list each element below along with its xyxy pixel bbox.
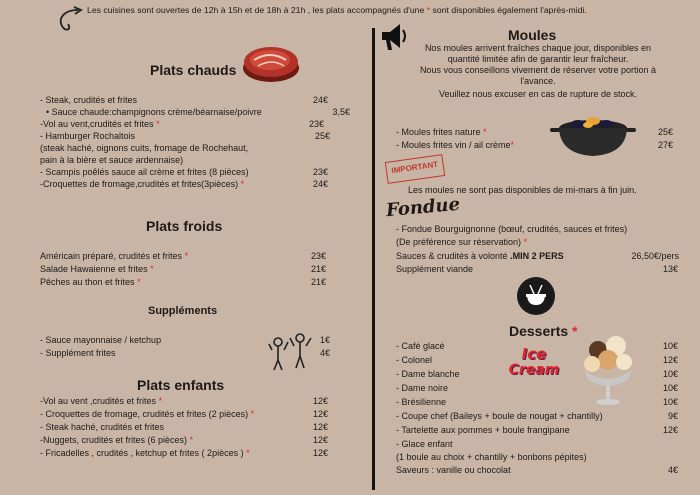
menu-item-price: 10€ [662, 369, 678, 379]
mussels-pot-icon [548, 112, 638, 160]
menu-item: - Steak haché, crudités et frites [40, 422, 165, 432]
menu-item-price: 23€ [308, 119, 324, 129]
fondue-pot-icon [516, 276, 556, 316]
menu-item: - Steak, crudités et frites [40, 95, 138, 105]
menu-item-price: 24€ [312, 95, 328, 105]
column-divider [372, 28, 375, 490]
menu-item-price: 12€ [312, 448, 328, 458]
menu-item: - Moules frites vin / ail crème [396, 140, 511, 150]
menu-item: - Dame noire [396, 383, 449, 393]
menu-item-price: 27€ [657, 140, 673, 150]
menu-item-price: 23€ [312, 167, 328, 177]
menu-item-price: 26,50€/pers [631, 251, 679, 261]
menu-item-detail: (De préférence sur réservation) [396, 237, 524, 247]
section-title-desserts: Desserts * [509, 323, 578, 339]
menu-item: - Coupe chef (Baileys + boule de nougat + chantilly) [396, 411, 603, 421]
moules-note: Les moules ne sont pas disponibles de mi-mars à fin juin. [408, 185, 637, 195]
menu-item-price: 10€ [662, 397, 678, 407]
section-title-moules: Moules [508, 27, 557, 43]
menu-item: Supplément viande [396, 264, 474, 274]
menu-item-price: 12€ [312, 422, 328, 432]
menu-item: Américain préparé, crudités et frites [40, 251, 185, 261]
menu-item-price: 12€ [662, 425, 678, 435]
menu-item: -Vol au vent,crudités et frites [40, 119, 157, 129]
ice-cream-logo: Ice Cream [508, 345, 560, 378]
important-stamp-icon: IMPORTANT [385, 154, 445, 184]
section-title-plats-froids: Plats froids [146, 218, 223, 234]
menu-item: - Café glacé [396, 341, 445, 351]
menu-item-price: 12€ [312, 396, 328, 406]
arrow-icon [50, 4, 90, 38]
menu-item-price: 24€ [312, 179, 328, 189]
hours-notice: Les cuisines sont ouvertes de 12h à 15h et de 18h à 21h , les plats accompagnés d'une * sont disponibles également l'après-midi. [87, 5, 587, 15]
menu-item: Sauces & crudités à volonté [396, 251, 511, 261]
menu-item-price: 12€ [312, 435, 328, 445]
sundae-icon [580, 330, 636, 410]
menu-item-price: 21€ [310, 264, 326, 274]
menu-item-detail: pain à la bière et sauce ardennaise) [40, 155, 184, 165]
menu-item: - Scampis poêlés sauce ail crème et frites (8 pièces) [40, 167, 249, 177]
menu-item: -Nuggets, crudités et frites (6 pièces) [40, 435, 190, 445]
menu-item-price: 12€ [662, 355, 678, 365]
menu-item: - Hamburger Rochaltois [40, 131, 136, 141]
menu-item: - Glace enfant [396, 439, 453, 449]
menu-item: - Croquettes de fromage, crudités et frites (2 pièces) [40, 409, 251, 419]
menu-item-price: 25€ [314, 131, 330, 141]
section-title-plats-chauds: Plats chauds [150, 62, 237, 78]
menu-item: Saveurs : vanille ou chocolat [396, 465, 511, 475]
menu-item-price: 4€ [667, 465, 678, 475]
menu-item: - Colonel [396, 355, 433, 365]
menu-item: - Fondue Bourguignonne (bœuf, crudités, sauces et frites) [396, 224, 628, 234]
fondue-logo: Fondue [385, 193, 461, 222]
menu-item: • Sauce chaude:champignons crème/béarnaise/poivre [46, 107, 262, 117]
children-icon [266, 330, 314, 374]
menu-item-price: 13€ [662, 264, 678, 274]
menu-item-price: 3,5€ [332, 107, 350, 117]
menu-item-price: 21€ [310, 277, 326, 287]
menu-item: Pêches au thon et frites [40, 277, 138, 287]
menu-item-price: 10€ [662, 341, 678, 351]
menu-item: - Tartelette aux pommes + boule frangipane [396, 425, 570, 435]
menu-item: - Brésilienne [396, 397, 447, 407]
menu-item-price: 1€ [319, 335, 330, 345]
menu-item-price: 23€ [310, 251, 326, 261]
menu-item-price: 12€ [312, 409, 328, 419]
menu-item-price: 4€ [319, 348, 330, 358]
menu-item: - Moules frites nature [396, 127, 484, 137]
menu-item-price: 10€ [662, 383, 678, 393]
menu-item: - Sauce mayonnaise / ketchup [40, 335, 162, 345]
section-title-supplements: Suppléments [148, 305, 218, 317]
section-title-plats-enfants: Plats enfants [137, 377, 225, 393]
menu-item: - Supplément frites [40, 348, 116, 358]
moules-intro: Nos moules arrivent fraîches chaque jour, disponibles en quantité limitée afin de garantir leur fraîcheur. Nous vous conseillons vivement de réserver votre portion à l'avance. Veuillez nous excuser en cas de rupture de stock. [419, 43, 657, 99]
menu-item-price: 25€ [657, 127, 673, 137]
menu-item-detail: (1 boule au choix + chantilly + bonbons pépites) [396, 452, 587, 462]
menu-item: -Croquettes de fromage,crudités et frites(3pièces) [40, 179, 241, 189]
menu-item: -Vol au vent ,crudités et frites [40, 396, 159, 406]
menu-item-price: 9€ [667, 411, 678, 421]
menu-item: - Fricadelles , crudités , ketchup et frites ( 2pièces ) [40, 448, 247, 458]
menu-item-detail: (steak haché, oignons cuits, fromage de Rochehaut, [40, 143, 249, 153]
steak-icon [240, 38, 302, 86]
menu-item: Salade Hawaienne et frites [40, 264, 151, 274]
menu-item: - Dame blanche [396, 369, 460, 379]
